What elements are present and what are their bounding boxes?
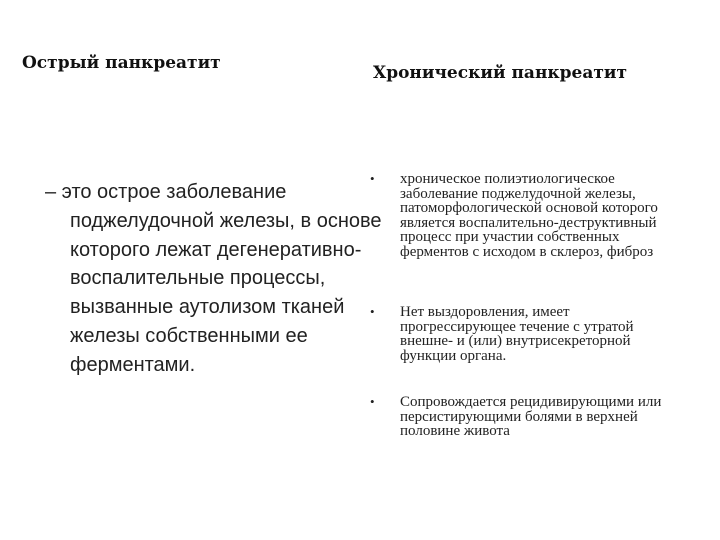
list-item [370, 172, 670, 259]
list-item-text: хроническое полиэтиологическое заболевание поджелудочной железы, патоморфологической основой которого является воспалительно-деструктивный процесс при участии собственных ферментов с исходом в склероз, фиброз [400, 171, 658, 260]
bullet-icon: • [370, 394, 375, 409]
acute-pancreatitis-title: Острый панкреатит [22, 53, 221, 73]
chronic-pancreatitis-title: Хронический панкреатит [373, 63, 628, 83]
bullet-icon: • [370, 171, 375, 186]
list-item [370, 395, 670, 439]
list-item-text: Нет выздоровления, имеет прогрессирующее течение с утратой внешне- и (или) внутрисекреторной функции органа. [400, 304, 634, 364]
bullet-icon: • [370, 304, 375, 319]
acute-pancreatitis-definition: – это острое заболевание поджелудочной железы, в основе которого лежат дегенеративно-воспалительные процессы, вызванные аутолизом тканей железы собственными ее ферментами. [45, 181, 382, 376]
list-item-text: Сопровождается рецидивирующими или персистирующими болями в верхней половине живота [400, 394, 662, 439]
list-item [370, 305, 670, 363]
